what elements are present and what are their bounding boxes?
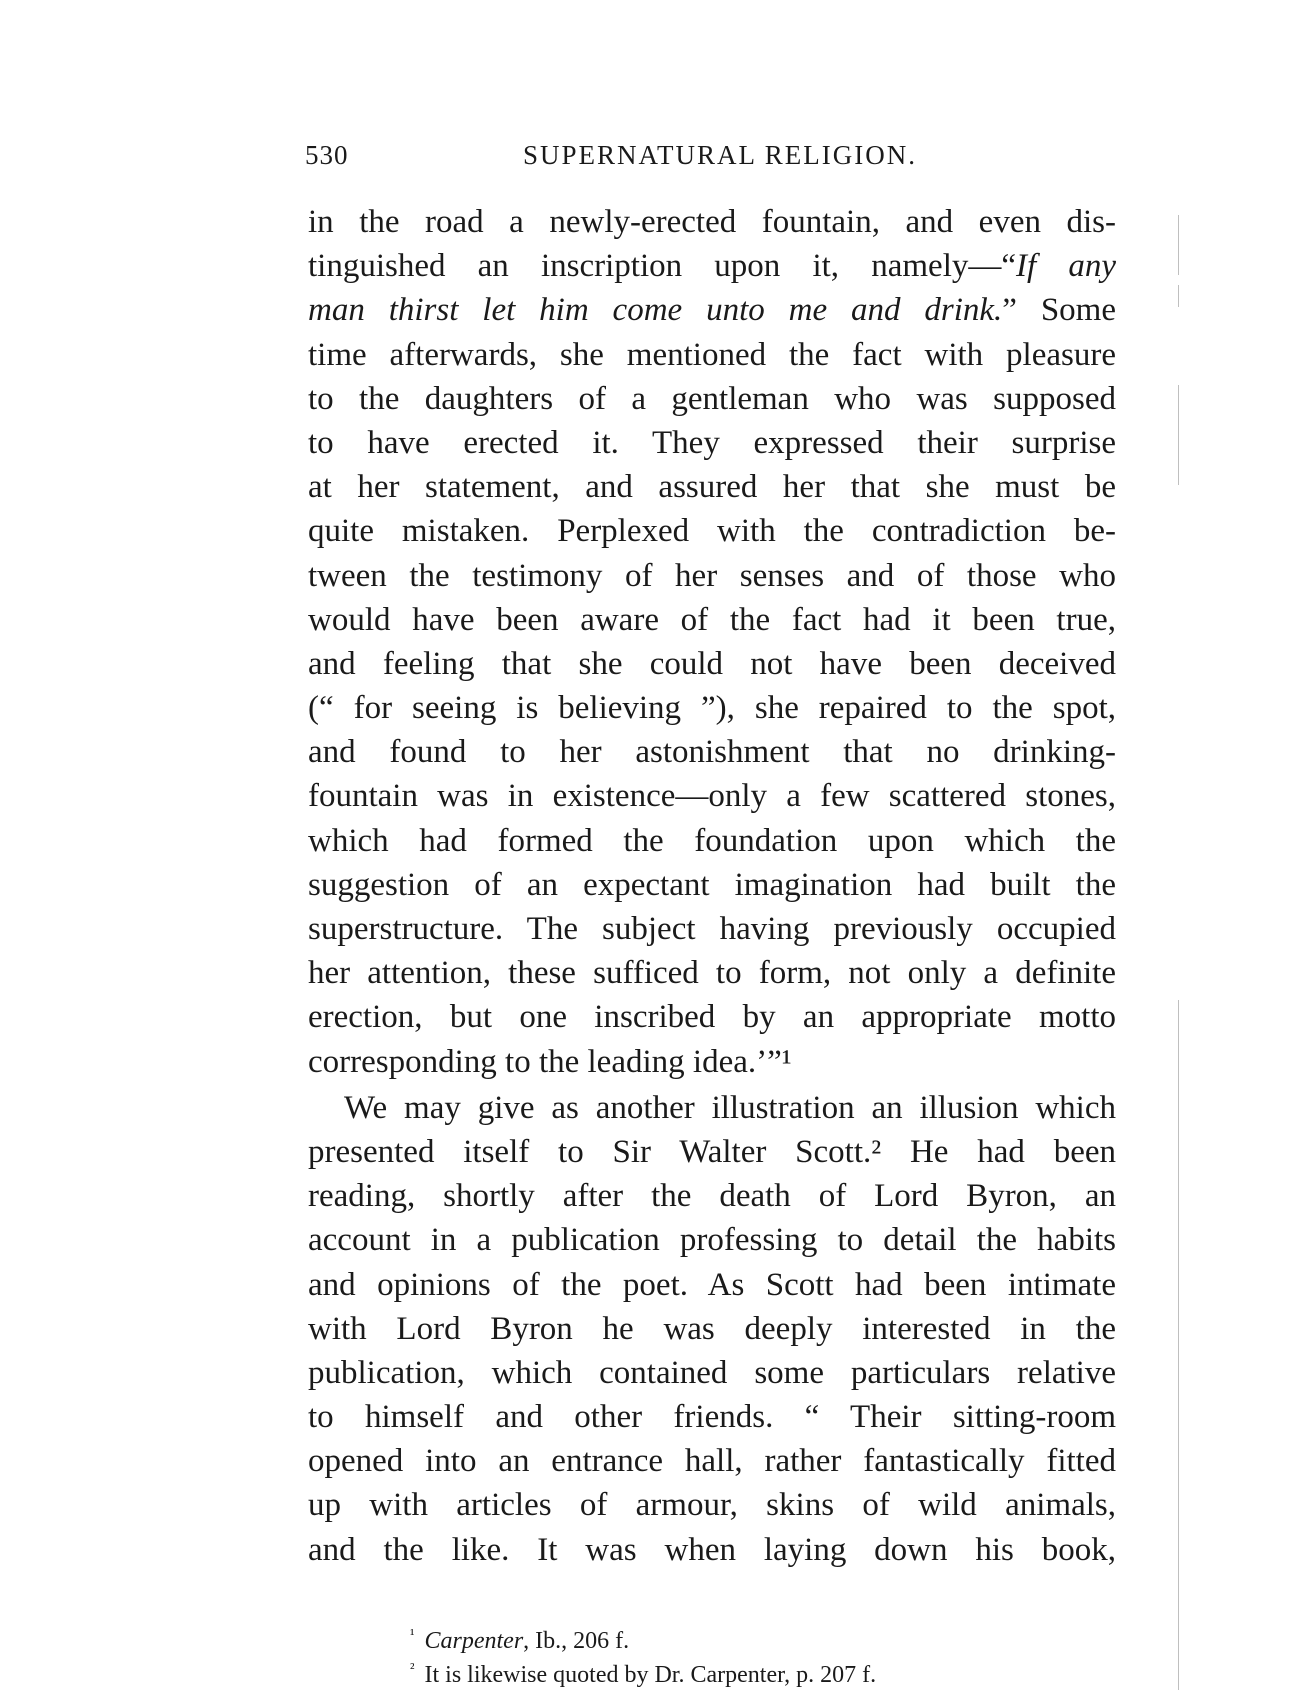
footnote-text: , Ib., 206 f. xyxy=(523,1628,630,1654)
text-line: in the road a newly-erected fountain, and even dis- xyxy=(308,204,1116,240)
text-line: at her statement, and assured her that she must be xyxy=(308,469,1116,506)
text-line: with Lord Byron he was deeply interested in the xyxy=(308,1310,1116,1347)
scan-margin-mark xyxy=(1178,215,1179,275)
text-line: would have been aware of the fact had it been true, xyxy=(308,601,1116,638)
text-line: We may give as another illustration an illusion which xyxy=(344,1089,1116,1126)
running-head xyxy=(305,140,1115,180)
footnotes xyxy=(410,1618,1050,1686)
footnote xyxy=(410,1652,1050,1686)
text-line: tween the testimony of her senses and of those who xyxy=(308,557,1116,594)
page-number: 530 xyxy=(305,140,349,170)
text-segment: tinguished an inscription upon it, namely—“ xyxy=(308,248,1017,285)
text-line: (“ for seeing is believing ”), she repaired to the spot, xyxy=(308,690,1116,727)
text-line: to himself and other friends. “ Their sitting-room xyxy=(308,1399,1116,1436)
text-line: opened into an entrance hall, rather fantastically fitted xyxy=(308,1443,1116,1480)
text-line: to the daughters of a gentleman who was supposed xyxy=(308,380,1116,417)
text-line: erection, but one inscribed by an appropriate motto xyxy=(308,999,1116,1036)
scan-margin-mark xyxy=(1178,285,1179,307)
text-line xyxy=(308,288,1116,332)
italic-quotation: man thirst let him come unto me and drink. xyxy=(308,292,1003,329)
text-line: her attention, these sufficed to form, not only a definite xyxy=(308,955,1116,992)
text-segment: ” Some xyxy=(1002,292,1116,329)
body-text xyxy=(308,200,1116,1572)
footnote-author: Carpenter xyxy=(424,1628,524,1654)
text-line: up with articles of armour, skins of wild animals, xyxy=(308,1487,1116,1524)
footnote-mark: ² xyxy=(410,1661,415,1677)
text-line: and feeling that she could not have been deceived xyxy=(308,645,1116,682)
text-line: which had formed the foundation upon which the xyxy=(308,822,1116,859)
text-line xyxy=(308,244,1116,288)
text-line: account in a publication professing to detail the habits xyxy=(308,1222,1116,1259)
text-line: reading, shortly after the death of Lord Byron, an xyxy=(308,1178,1116,1215)
text-line: and found to her astonishment that no drinking- xyxy=(308,734,1116,771)
scan-margin-mark xyxy=(1178,385,1179,485)
text-line: time afterwards, she mentioned the fact with pleasure xyxy=(308,336,1116,373)
text-line: presented itself to Sir Walter Scott.² He had been xyxy=(308,1133,1116,1170)
text-line: superstructure. The subject having previously occupied xyxy=(308,911,1116,947)
text-line: and the like. It was when laying down his book, xyxy=(308,1531,1116,1568)
text-line: corresponding to the leading idea.’”¹ xyxy=(308,1043,792,1080)
running-title: SUPERNATURAL RELIGION. xyxy=(523,140,917,170)
text-line: and opinions of the poet. As Scott had been intimate xyxy=(308,1266,1116,1303)
scan-margin-mark xyxy=(1178,1000,1179,1690)
italic-quotation: If any xyxy=(1016,248,1116,285)
footnote-mark: ¹ xyxy=(410,1627,415,1643)
footnote xyxy=(410,1618,1050,1652)
text-line: to have erected it. They expressed their surprise xyxy=(308,424,1116,461)
text-line: quite mistaken. Perplexed with the contradiction be- xyxy=(308,513,1116,550)
text-line: publication, which contained some particulars relative xyxy=(308,1354,1116,1391)
footnote-text: It is likewise quoted by Dr. Carpenter, p. 207 f. xyxy=(424,1662,877,1688)
text-line: suggestion of an expectant imagination had built the xyxy=(308,866,1116,903)
text-line: fountain was in existence—only a few scattered stones, xyxy=(308,778,1116,815)
